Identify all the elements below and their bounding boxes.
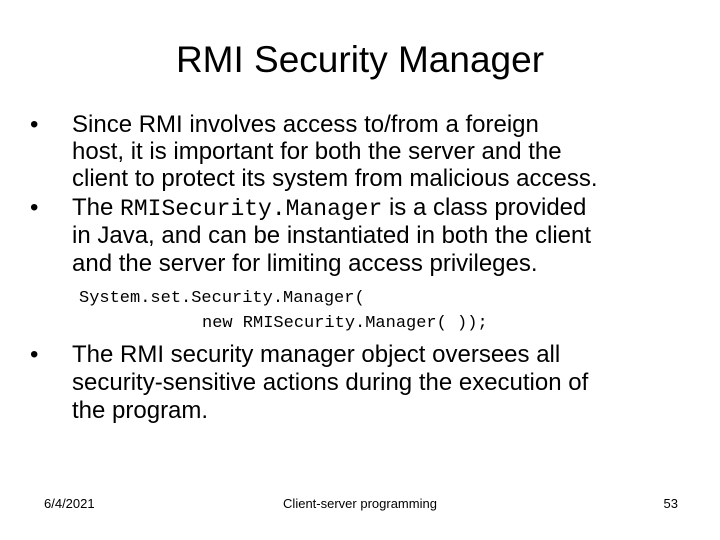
bullet-marker: • [30,111,39,138]
bullet-2-line-2: in Java, and can be instantiated in both the client [72,222,592,249]
bullet-1-line-3: client to protect its system from malicious access. [72,165,598,192]
bullet-3-line-2: security-sensitive actions during the execution of [72,369,589,396]
bullet-marker: • [30,194,39,221]
footer-title: Client-server programming [283,496,437,511]
bullet-3-line-1: The RMI security manager object oversees all [72,341,561,368]
footer-date: 6/4/2021 [44,496,95,511]
bullet-1-line-2: host, it is important for both the server and the [72,138,562,165]
bullet-marker: • [30,341,39,368]
bullet-2-suffix: is a class provided [382,194,587,221]
bullet-3-line-3: the program. [72,397,209,424]
bullet-1-line-1: Since RMI involves access to/from a foreign [72,111,539,138]
bullet-2-line-1 [72,193,586,224]
class-name-code: RMISecurity.Manager [120,196,383,222]
slide-title: RMI Security Manager [175,39,545,80]
page-number: 53 [663,496,678,511]
code-line-2: new RMISecurity.Manager( )); [202,314,488,333]
bullet-2-line-3: and the server for limiting access privileges. [72,250,538,277]
bullet-2-prefix: The [72,194,121,221]
code-line-1: System.set.Security.Manager( [79,289,365,308]
